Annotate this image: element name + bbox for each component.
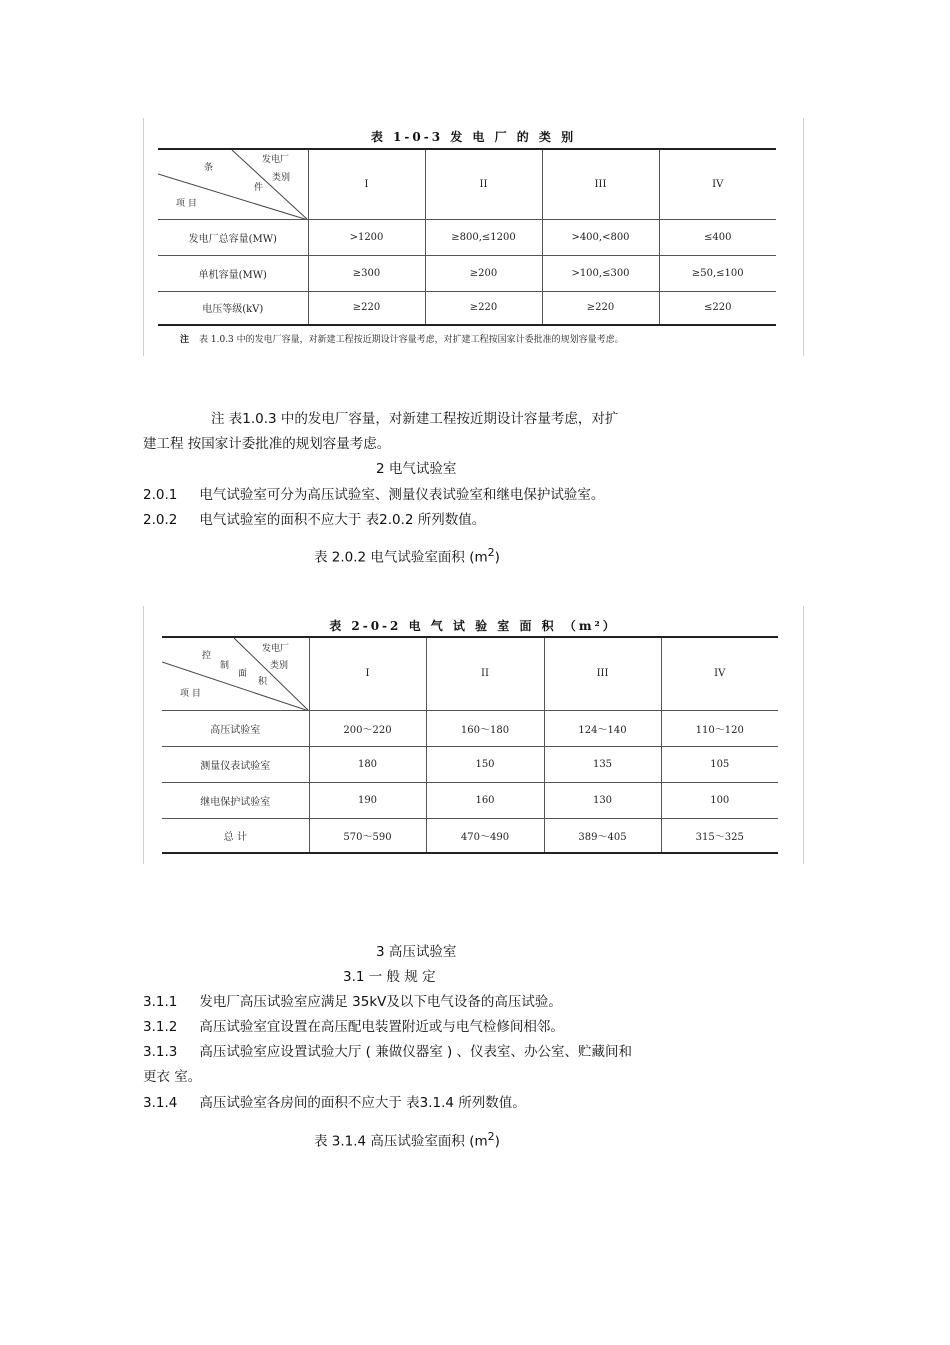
- table-cell: >100,≤300: [542, 255, 659, 291]
- table-row: [162, 818, 778, 853]
- note-text: 表 1.0.3 中的发电厂容量，对新建工程按近期设计容量考虑，对扩建工程按国家计委批准的规划容量考虑。: [199, 335, 624, 345]
- clause-text: 高压试验室宜设置在高压配电装置附近或与电气检修间相邻。: [199, 1019, 564, 1035]
- clause-number: 3.1.4: [143, 1095, 178, 1111]
- clause-2-0-1: [143, 489, 604, 503]
- header-char-2: 制: [220, 661, 230, 671]
- header-plant: 发电厂: [262, 644, 290, 654]
- note-line-2: 建工程 按国家计委批准的规划容量考虑。: [143, 436, 391, 452]
- header-char-3: 面: [238, 669, 248, 679]
- table-cell: ≥200: [425, 255, 542, 291]
- table-cell: 470～490: [426, 818, 544, 853]
- table-row: [162, 782, 778, 818]
- table-cell: ≥220: [542, 291, 659, 325]
- caption-end: ): [494, 1133, 500, 1150]
- clause-number: 2.0.2: [143, 512, 178, 528]
- table-cell: 200～220: [309, 710, 426, 746]
- table-cell: 160～180: [426, 710, 544, 746]
- col-header: IV: [661, 637, 778, 710]
- col-header: IV: [659, 149, 776, 219]
- note-line-1: 注 表1.0.3 中的发电厂容量，对新建工程按近期设计容量考虑，对扩: [211, 411, 619, 427]
- section-3-heading: 3 高压试验室: [376, 944, 457, 960]
- clause-text: 高压试验室各房间的面积不应大于 表3.1.4 所列数值。: [199, 1095, 526, 1111]
- table-cell: 160: [426, 782, 544, 818]
- caption-superscript: 2: [487, 546, 495, 559]
- clause-text: 电气试验室的面积不应大于 表2.0.2 所列数值。: [199, 512, 486, 528]
- table-cell: 135: [544, 746, 661, 782]
- table-1-0-3-note: [180, 332, 624, 345]
- table-2-0-2-title: 表 2-0-2 电 气 试 验 室 面 积 （m²）: [329, 619, 618, 633]
- table-2-0-2: [162, 636, 778, 854]
- clause-number: 3.1.2: [143, 1019, 178, 1035]
- table-cell: 130: [544, 782, 661, 818]
- header-category: 类别: [270, 661, 289, 671]
- clause-number: 2.0.1: [143, 487, 178, 503]
- table-row: [162, 710, 778, 746]
- table-cell: 150: [426, 746, 544, 782]
- diagonal-header-cell: [162, 637, 309, 710]
- table-cell: 389～405: [544, 818, 661, 853]
- table-cell: >1200: [308, 219, 425, 255]
- row-label: 继电保护试验室: [162, 782, 309, 818]
- table-1-0-3: [158, 148, 776, 326]
- section-3-1-heading: 3.1 一 般 规 定: [343, 969, 436, 985]
- table-cell: 190: [309, 782, 426, 818]
- table-cell: ≥220: [308, 291, 425, 325]
- clause-3-1-3: [143, 1046, 632, 1060]
- clause-number: 3.1.1: [143, 994, 178, 1010]
- header-char-1: 控: [202, 651, 212, 661]
- clause-2-0-2: [143, 514, 485, 528]
- section-2-heading: 2 电气试验室: [376, 461, 457, 477]
- clause-text: 电气试验室可分为高压试验室、测量仪表试验室和继电保护试验室。: [199, 487, 605, 503]
- table-cell: 124～140: [544, 710, 661, 746]
- col-header: II: [426, 637, 544, 710]
- header-category: 类别: [272, 173, 291, 183]
- row-label: 发电厂总容量(MW): [158, 219, 308, 255]
- row-label: 高压试验室: [162, 710, 309, 746]
- header-item: 项 目: [176, 199, 197, 209]
- header-item: 项 目: [180, 689, 201, 699]
- table-cell: ≥220: [425, 291, 542, 325]
- header-plant: 发电厂: [262, 155, 290, 165]
- row-label: 总 计: [162, 818, 309, 853]
- table-3-1-4-caption: [314, 1131, 500, 1149]
- clause-3-1-4: [143, 1097, 526, 1111]
- clause-number: 3.1.3: [143, 1044, 178, 1060]
- caption-text: 表 3.1.4 高压试验室面积 (m: [314, 1133, 488, 1150]
- table-cell: ≤400: [659, 219, 776, 255]
- col-header: II: [425, 149, 542, 219]
- clause-3-1-3-continued: 更衣 室。: [143, 1069, 202, 1085]
- caption-end: ): [494, 549, 500, 566]
- row-label: 单机容量(MW): [158, 255, 308, 291]
- table-2-0-2-image: [143, 606, 804, 864]
- table-row: [158, 291, 776, 325]
- table-cell: ≥50,≤100: [659, 255, 776, 291]
- caption-text: 表 2.0.2 电气试验室面积 (m: [314, 549, 488, 566]
- table-cell: 570～590: [309, 818, 426, 853]
- col-header: I: [308, 149, 425, 219]
- col-header: III: [542, 149, 659, 219]
- table-cell: 180: [309, 746, 426, 782]
- table-cell: ≥800,≤1200: [425, 219, 542, 255]
- table-cell: >400,<800: [542, 219, 659, 255]
- clause-text: 发电厂高压试验室应满足 35kV及以下电气设备的高压试验。: [199, 994, 562, 1010]
- clause-text: 高压试验室应设置试验大厅 ( 兼做仪器室 ) 、仪表室、办公室、贮藏间和: [199, 1044, 633, 1060]
- header-cond-1: 条: [204, 163, 214, 173]
- table-cell: 100: [661, 782, 778, 818]
- table-cell: ≥300: [308, 255, 425, 291]
- header-cond-2: 件: [254, 183, 264, 193]
- table-row: [158, 255, 776, 291]
- clause-3-1-1: [143, 996, 562, 1010]
- table-2-0-2-caption: [314, 547, 500, 565]
- col-header: III: [544, 637, 661, 710]
- header-char-4: 积: [258, 677, 268, 687]
- table-cell: 105: [661, 746, 778, 782]
- clause-3-1-2: [143, 1021, 564, 1035]
- table-1-0-3-title: 表 1-0-3 发 电 厂 的 类 别: [370, 130, 577, 144]
- table-row: [162, 746, 778, 782]
- table-cell: 110～120: [661, 710, 778, 746]
- diagonal-header-cell: [158, 149, 308, 219]
- row-label: 电压等级(kV): [158, 291, 308, 325]
- col-header: I: [309, 637, 426, 710]
- table-cell: 315～325: [661, 818, 778, 853]
- row-label: 测量仪表试验室: [162, 746, 309, 782]
- caption-superscript: 2: [487, 1130, 495, 1143]
- table-cell: ≤220: [659, 291, 776, 325]
- table-1-0-3-image: [143, 118, 804, 356]
- note-label: 注: [180, 335, 190, 345]
- table-row: [158, 219, 776, 255]
